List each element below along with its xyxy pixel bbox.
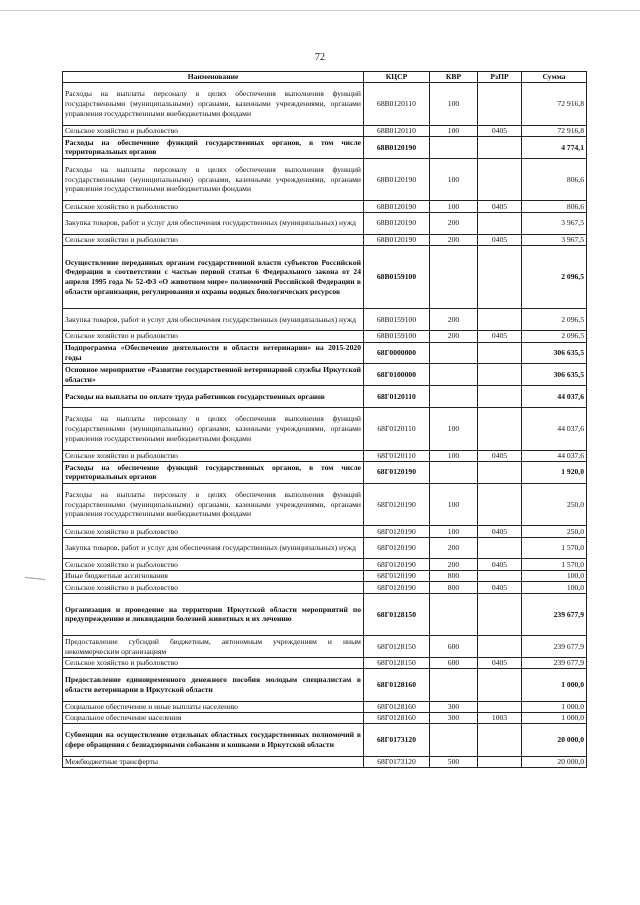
cell-name: Субвенции на осуществление отдельных областных государственных полномочий в сфере обращения с безнадзорными собаками и кошками в Иркутской области [63, 724, 364, 756]
cell-kcsr: 68Г0128160 [364, 701, 430, 712]
cell-name: Расходы на выплаты персоналу в целях обеспечения выполнения функций государственными (муниципальными) органами, казенными учреждениями, органами управления государственными внебюджетными фондами [63, 407, 364, 450]
cell-rzpr [478, 537, 522, 559]
header-sum: Сумма [522, 72, 587, 83]
cell-sum: 1 570,0 [522, 537, 587, 559]
cell-kcsr: 68Г0120190 [364, 461, 430, 483]
cell-kcsr: 68В0159100 [364, 331, 430, 342]
cell-sum: 2 096,5 [522, 309, 587, 331]
cell-name: Основное мероприятие «Развитие государственной ветеринарной службы Иркутской области» [63, 364, 364, 386]
cell-kvr: 600 [430, 636, 478, 658]
cell-kcsr: 68В0120190 [364, 158, 430, 201]
table-row [63, 724, 587, 756]
cell-sum: 100,0 [522, 582, 587, 593]
table-row [63, 201, 587, 212]
table-row [63, 526, 587, 537]
cell-sum: 239 677,9 [522, 593, 587, 636]
cell-sum: 2 096,5 [522, 331, 587, 342]
cell-name: Расходы на выплаты персоналу в целях обеспечения выполнения функций государственными (муниципальными) органами, казенными учреждениями, органами управления государственными внебюджетными фондами [63, 83, 364, 126]
cell-kcsr: 68Г0120110 [364, 450, 430, 461]
cell-name: Межбюджетные трансферты [63, 756, 364, 767]
cell-sum: 1 000,0 [522, 701, 587, 712]
table-row [63, 331, 587, 342]
cell-sum: 100,0 [522, 570, 587, 581]
table-row [63, 701, 587, 712]
cell-kcsr: 68В0120110 [364, 83, 430, 126]
cell-rzpr [478, 636, 522, 658]
cell-name: Сельское хозяйство и рыболовство [63, 582, 364, 593]
cell-name: Предоставление единовременного денежного пособия молодым специалистам в области ветеринарии в Иркутской области [63, 669, 364, 701]
table-row [63, 537, 587, 559]
table-row [63, 245, 587, 308]
table-header-row [63, 72, 587, 83]
cell-sum: 1 000,0 [522, 713, 587, 724]
cell-rzpr [478, 701, 522, 712]
cell-name: Организация и проведение на территории Иркутской области мероприятий по предупреждению и ликвидации болезней животных и их лечению [63, 593, 364, 636]
cell-rzpr [478, 724, 522, 756]
header-rzpr: РзПР [478, 72, 522, 83]
header-name: Наименование [63, 72, 364, 83]
table-row [63, 582, 587, 593]
table-row [63, 212, 587, 234]
cell-kvr [430, 593, 478, 636]
cell-rzpr: 1003 [478, 713, 522, 724]
cell-rzpr [478, 309, 522, 331]
cell-sum: 250,0 [522, 526, 587, 537]
cell-rzpr: 0405 [478, 125, 522, 136]
cell-kcsr: 68В0159100 [364, 309, 430, 331]
cell-name: Социальное обеспечение населения [63, 713, 364, 724]
cell-sum: 20 000,0 [522, 724, 587, 756]
cell-kcsr: 68Г0000000 [364, 342, 430, 364]
cell-sum: 72 916,8 [522, 125, 587, 136]
header-kvr: КВР [430, 72, 478, 83]
cell-rzpr: 0405 [478, 234, 522, 245]
cell-rzpr: 0405 [478, 201, 522, 212]
cell-name: Закупка товаров, работ и услуг для обеспечения государственных (муниципальных) нужд [63, 309, 364, 331]
cell-name: Сельское хозяйство и рыболовство [63, 201, 364, 212]
cell-kvr: 800 [430, 582, 478, 593]
cell-rzpr [478, 593, 522, 636]
cell-kvr: 100 [430, 526, 478, 537]
cell-sum: 806,6 [522, 201, 587, 212]
table-row [63, 483, 587, 526]
cell-kcsr: 68В0120190 [364, 136, 430, 158]
cell-sum: 3 967,5 [522, 234, 587, 245]
table-row [63, 158, 587, 201]
cell-name: Сельское хозяйство и рыболовство [63, 526, 364, 537]
cell-name: Расходы на выплаты по оплате труда работников государственных органов [63, 386, 364, 408]
cell-sum: 44 037,6 [522, 450, 587, 461]
table-row [63, 407, 587, 450]
cell-name: Закупка товаров, работ и услуг для обеспечения государственных (муниципальных) нужд [63, 537, 364, 559]
cell-rzpr [478, 245, 522, 308]
cell-kvr [430, 669, 478, 701]
table-row [63, 658, 587, 669]
cell-kcsr: 68Г0128160 [364, 669, 430, 701]
table-row [63, 461, 587, 483]
cell-rzpr: 0405 [478, 559, 522, 570]
cell-rzpr [478, 83, 522, 126]
cell-sum: 239 677,9 [522, 658, 587, 669]
header-kcsr: КЦСР [364, 72, 430, 83]
cell-kvr [430, 724, 478, 756]
cell-name: Сельское хозяйство и рыболовство [63, 125, 364, 136]
cell-rzpr [478, 212, 522, 234]
cell-name: Подпрограмма «Обеспечение деятельности в области ветеринарии» на 2015-2020 годы [63, 342, 364, 364]
top-scan-rule [0, 10, 640, 11]
cell-kcsr: 68Г0120190 [364, 582, 430, 593]
cell-kvr: 200 [430, 331, 478, 342]
cell-kvr: 300 [430, 713, 478, 724]
cell-kcsr: 68Г0100000 [364, 364, 430, 386]
cell-rzpr [478, 342, 522, 364]
cell-name: Сельское хозяйство и рыболовство [63, 559, 364, 570]
cell-kcsr: 68В0120190 [364, 201, 430, 212]
table-row [63, 309, 587, 331]
cell-sum: 1 570,0 [522, 559, 587, 570]
cell-kcsr: 68Г0120110 [364, 407, 430, 450]
cell-kvr: 100 [430, 407, 478, 450]
cell-kvr: 200 [430, 212, 478, 234]
cell-kvr: 100 [430, 450, 478, 461]
cell-kvr: 800 [430, 570, 478, 581]
table-row [63, 559, 587, 570]
cell-sum: 1 000,0 [522, 669, 587, 701]
cell-kcsr: 68Г0128160 [364, 713, 430, 724]
cell-rzpr [478, 407, 522, 450]
cell-kcsr: 68Г0120190 [364, 526, 430, 537]
cell-rzpr [478, 461, 522, 483]
cell-sum: 250,0 [522, 483, 587, 526]
cell-rzpr [478, 386, 522, 408]
cell-name: Расходы на выплаты персоналу в целях обеспечения выполнения функций государственными (муниципальными) органами, казенными учреждениями, органами управления государственными внебюджетными фондами [63, 158, 364, 201]
table-row [63, 636, 587, 658]
cell-rzpr [478, 364, 522, 386]
page-number: 72 [315, 52, 325, 63]
cell-sum: 44 037,6 [522, 407, 587, 450]
cell-kcsr: 68Г0120110 [364, 386, 430, 408]
cell-name: Осуществление переданных органам государственной власти субъектов Российской Федерации в соответствии с частью первой статьи 6 Федерального закона от 24 апреля 1995 года № 52-ФЗ «О животном мире» полномочий Российской Федерации в области организации, регулирования и охраны водных биологических ресурсов [63, 245, 364, 308]
cell-sum: 306 635,5 [522, 364, 587, 386]
cell-kvr [430, 364, 478, 386]
cell-kvr: 100 [430, 201, 478, 212]
cell-kcsr: 68Г0120190 [364, 559, 430, 570]
cell-name: Иные бюджетные ассигнования [63, 570, 364, 581]
cell-kcsr: 68Г0128150 [364, 658, 430, 669]
cell-kvr: 200 [430, 537, 478, 559]
cell-kvr: 300 [430, 701, 478, 712]
table-row [63, 234, 587, 245]
cell-name: Социальное обеспечение и иные выплаты населению [63, 701, 364, 712]
cell-kcsr: 68В0120190 [364, 212, 430, 234]
cell-rzpr [478, 756, 522, 767]
cell-name: Расходы на обеспечение функций государственных органов, в том числе территориальных органов [63, 461, 364, 483]
cell-rzpr [478, 669, 522, 701]
cell-kvr: 500 [430, 756, 478, 767]
cell-kcsr: 68Г0173120 [364, 724, 430, 756]
cell-kvr [430, 245, 478, 308]
cell-sum: 1 920,0 [522, 461, 587, 483]
cell-kvr: 200 [430, 559, 478, 570]
cell-kcsr: 68В0120190 [364, 234, 430, 245]
cell-kcsr: 68Г0173120 [364, 756, 430, 767]
table-row [63, 136, 587, 158]
cell-kvr: 100 [430, 483, 478, 526]
cell-rzpr: 0405 [478, 582, 522, 593]
cell-kvr: 600 [430, 658, 478, 669]
cell-kvr: 200 [430, 309, 478, 331]
table-row [63, 342, 587, 364]
cell-kvr [430, 461, 478, 483]
cell-name: Предоставление субсидий бюджетным, автономным учреждениям и иным некоммерческим организациям [63, 636, 364, 658]
cell-sum: 72 916,8 [522, 83, 587, 126]
cell-rzpr [478, 136, 522, 158]
cell-kcsr: 68В0159100 [364, 245, 430, 308]
table-row [63, 386, 587, 408]
cell-rzpr: 0405 [478, 526, 522, 537]
cell-sum: 3 967,5 [522, 212, 587, 234]
cell-rzpr: 0405 [478, 331, 522, 342]
cell-sum: 239 677,9 [522, 636, 587, 658]
cell-rzpr [478, 483, 522, 526]
margin-pen-mark [25, 577, 45, 580]
table-row [63, 450, 587, 461]
cell-kvr [430, 136, 478, 158]
cell-kvr: 100 [430, 125, 478, 136]
cell-sum: 44 037,6 [522, 386, 587, 408]
cell-kvr [430, 342, 478, 364]
cell-kcsr: 68В0120110 [364, 125, 430, 136]
cell-rzpr [478, 158, 522, 201]
cell-name: Сельское хозяйство и рыболовство [63, 450, 364, 461]
budget-table [62, 71, 587, 768]
cell-name: Закупка товаров, работ и услуг для обеспечения государственных (муниципальных) нужд [63, 212, 364, 234]
cell-kcsr: 68Г0120190 [364, 537, 430, 559]
cell-sum: 806,6 [522, 158, 587, 201]
table-row [63, 669, 587, 701]
table-row [63, 756, 587, 767]
table-row [63, 713, 587, 724]
cell-name: Сельское хозяйство и рыболовство [63, 331, 364, 342]
cell-name: Сельское хозяйство и рыболовство [63, 234, 364, 245]
table-row [63, 570, 587, 581]
cell-sum: 4 774,1 [522, 136, 587, 158]
cell-sum: 20 000,0 [522, 756, 587, 767]
table-row [63, 125, 587, 136]
cell-name: Сельское хозяйство и рыболовство [63, 658, 364, 669]
cell-kvr: 200 [430, 234, 478, 245]
cell-kcsr: 68Г0120190 [364, 483, 430, 526]
cell-kvr: 100 [430, 83, 478, 126]
table-row [63, 83, 587, 126]
cell-sum: 306 635,5 [522, 342, 587, 364]
cell-kvr [430, 386, 478, 408]
cell-rzpr: 0405 [478, 658, 522, 669]
cell-kcsr: 68Г0128150 [364, 593, 430, 636]
table-row [63, 364, 587, 386]
cell-name: Расходы на выплаты персоналу в целях обеспечения выполнения функций государственными (муниципальными) органами, казенными учреждениями, органами управления государственными внебюджетными фондами [63, 483, 364, 526]
cell-kcsr: 68Г0128150 [364, 636, 430, 658]
table-row [63, 593, 587, 636]
cell-rzpr: 0405 [478, 450, 522, 461]
cell-name: Расходы на обеспечение функций государственных органов, в том числе территориальных органов [63, 136, 364, 158]
cell-kvr: 100 [430, 158, 478, 201]
cell-kcsr: 68Г0120190 [364, 570, 430, 581]
cell-sum: 2 096,5 [522, 245, 587, 308]
cell-rzpr [478, 570, 522, 581]
table-body [63, 83, 587, 768]
